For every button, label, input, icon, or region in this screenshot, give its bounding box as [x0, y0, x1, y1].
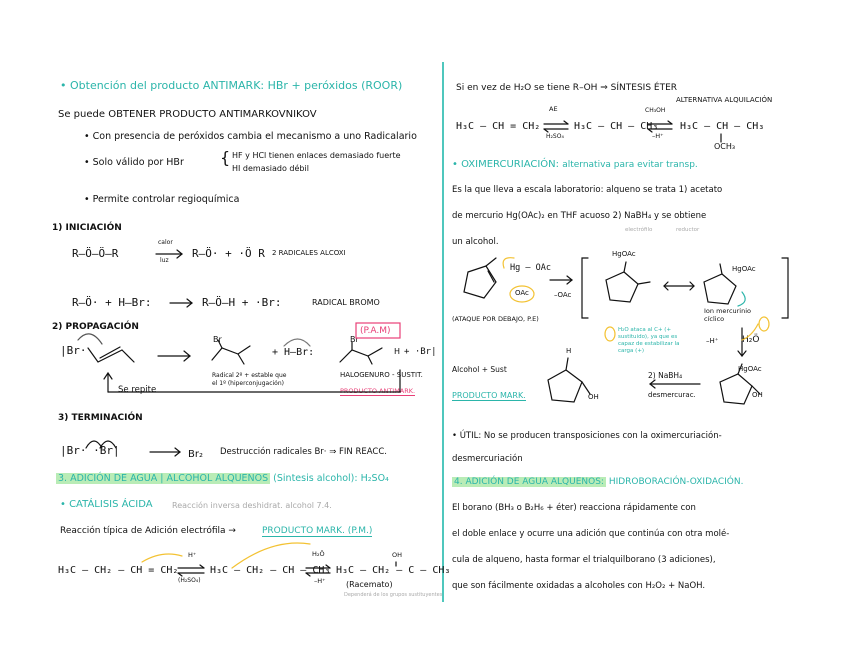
- ether-line: Si en vez de H₂O se tiene R–OH ⇒ SÍNTESIS ÉTER: [456, 83, 678, 93]
- prop-arrow: [158, 351, 190, 361]
- sec3-subheading: (Sintesis alcohol): H₂SO₄: [273, 473, 389, 484]
- sec4-subheading: HIDROBORACIÓN-OXIDACIÓN.: [608, 477, 744, 487]
- catalysis-heading: • CATÁLISIS ÁCIDA: [60, 499, 153, 510]
- init-cond-light: luz: [160, 257, 169, 264]
- oxi-alcohol-ring: [548, 358, 590, 402]
- bracket-right: [782, 258, 788, 318]
- term-note: Destrucción radicales Br· ⇒ FIN REACC.: [220, 447, 388, 457]
- mech-hgoac-ring: HgOAc: [732, 265, 756, 273]
- ether-och3: OCH₃: [714, 142, 736, 151]
- hydration-cond2-bot: –H⁺: [314, 577, 326, 585]
- boro-paragraph-4: que son fácilmente oxidadas a alcoholes con H₂O₂ + NaOH.: [452, 581, 706, 591]
- sec3-heading-text: 3. ADICIÓN DE AGUA | ALCOHOL ALQUENOS: [58, 473, 269, 484]
- mech-minus-h: –H⁺: [706, 337, 719, 345]
- brace-glyph: {: [220, 148, 231, 167]
- mech-hgoac-top: HgOAc: [612, 250, 636, 258]
- boro-paragraph-2: el doble enlace y ocurre una adición que continúa con otra molé-: [452, 529, 730, 539]
- mech-hg-oac: Hg – OAc: [510, 263, 551, 273]
- ether-eq-end: H₃C – CH – CH₃: [680, 121, 765, 132]
- sec4-heading-text: 4. ADICIÓN DE AGUA ALQUENOS:: [454, 477, 604, 487]
- hydration-cond1-top: H⁺: [188, 551, 197, 559]
- mech-oac: OAc: [515, 289, 529, 297]
- oxi-subheading: alternativa para evitar transp.: [562, 160, 698, 170]
- brace-note-hf: HF y HCl tienen enlaces demasiado fuerte: [232, 151, 401, 160]
- mech-alcohol-label: Alcohol + Sust: [452, 365, 507, 374]
- racemate-label: (Racemato): [346, 580, 393, 589]
- prop-alkene: [88, 347, 134, 362]
- mech-h2o-note: H₂O ataca al C+ (+ sustituido), ya que es capaz de estabilizar la carga (+): [618, 327, 680, 354]
- catalysis-note: Reacción inversa deshidrat. alcohol 7.4.: [172, 501, 332, 510]
- ether-alt: ALTERNATIVA ALQUILACIÓN: [676, 96, 773, 104]
- racemate-note: Dependerá de los grupos sustituyentes: [344, 592, 443, 598]
- prop-halide-structure: [340, 342, 382, 364]
- hydration-eq-arrows-2: [306, 565, 330, 576]
- oxi-mercurinium-ring: [704, 264, 736, 304]
- bullet-regio: • Permite controlar regioquímica: [84, 194, 240, 205]
- mech-hgoac-bottom: HgOAc: [738, 365, 762, 373]
- init-note-bromo: RADICAL BROMO: [312, 298, 380, 307]
- prop-repeat-arrow: [104, 370, 400, 392]
- oxi-hg-product-ring: [720, 364, 760, 404]
- prop-reagent: |Br·: [60, 344, 87, 357]
- bullet-radical: • Con presencia de peróxidos cambia el mecanismo a uno Radicalario: [84, 131, 417, 142]
- bracket-left: [582, 258, 588, 318]
- mech-oh-2: OH: [752, 391, 763, 399]
- hydration-eq-end: H₃C – CH₂ – C – CH₃: [336, 565, 451, 576]
- prop-antimark-product: PRODUCTO ANTIMARK.: [340, 387, 416, 395]
- oac-circle: [510, 286, 534, 302]
- prop-halogenuro: HALOGENURO - SUSTIT.: [340, 371, 423, 379]
- ether-eq-start: H₃C – CH = CH₂: [456, 121, 541, 132]
- oxi-carbocation-ring: [606, 262, 650, 302]
- mech-attack-note: (ATAQUE POR DEBAJO, P.E): [452, 315, 539, 323]
- init-note-alcoxi: 2 RADICALES ALCOXI: [272, 249, 346, 257]
- prop-curl-arrow: [78, 334, 102, 344]
- hydration-cond1-bot: (H₂SO₄): [178, 577, 201, 584]
- oxi-heading-text: • OXIMERCURIACIÓN:: [452, 159, 560, 170]
- mech-desmercur: desmercurac.: [648, 391, 696, 399]
- hydration-eq-mid: H₃C – CH₂ – CH – CH₃: [210, 565, 331, 576]
- oxi-down-arrow: [738, 328, 746, 356]
- hydration-cond2-top: H₂Ö: [312, 550, 325, 558]
- ether-cond2-bot: –H⁺: [652, 132, 664, 140]
- init-cond-heat: calor: [158, 239, 173, 246]
- step-propagation: 2) PROPAGACIÓN: [52, 322, 139, 332]
- init-eq2-reactant: R–Ö· + H–Br:: [72, 296, 152, 309]
- ether-eq-arrows-1: [544, 121, 568, 132]
- note-mark-2: [759, 317, 769, 331]
- prop-hbr: + H–Br:: [272, 347, 315, 358]
- util-line-1: • ÚTIL: No se producen transposiciones con la oximercuriación-: [452, 431, 722, 441]
- oxi-gray-reductor: reductor: [676, 227, 700, 233]
- oxi-paragraph-3: un alcohol.: [452, 237, 499, 247]
- mech-h-label: H: [566, 347, 572, 355]
- term-reactants: |Br· ·Br|: [60, 444, 120, 457]
- term-arrow: [150, 448, 180, 456]
- prop-pam: (P.A.M): [360, 326, 391, 336]
- prop-br-1: Br: [213, 335, 222, 344]
- note-mark-1: [605, 327, 615, 341]
- antimark-heading: • Obtención del producto ANTIMARK: HBr + peróxidos (ROOR): [60, 79, 403, 92]
- mark-product-label: PRODUCTO MARK. (P.M.): [262, 526, 373, 536]
- step-initiation: 1) INICIACIÓN: [52, 223, 122, 233]
- prop-plus-br: + ·Br|: [404, 347, 437, 357]
- init-arrow-1: [156, 250, 182, 258]
- boro-paragraph-3: cula de alqueno, hasta formar el trialquilborano (3 adiciones),: [452, 555, 716, 565]
- prop-repeat: Se repite: [118, 385, 157, 395]
- bullet-hbr: • Solo válido por HBr: [84, 157, 184, 168]
- mech-nabh4: 2) NaBH₄: [648, 371, 683, 380]
- prop-h: H: [394, 347, 401, 356]
- term-curl-1: [86, 441, 102, 448]
- term-product: Br₂: [188, 449, 203, 460]
- h2o-curl: [232, 543, 310, 568]
- oxi-paragraph-2: de mercurio Hg(OAc)₂ en THF acuoso 2) NaBH₄ y se obtiene: [452, 211, 707, 221]
- hydration-eq-arrows-1: [178, 565, 204, 576]
- mercurinium-highlight: [738, 292, 745, 306]
- mech-minus-oac: –OAc: [554, 291, 572, 299]
- init-eq1-reactant: R–Ö–Ö–R: [72, 247, 119, 260]
- ether-cond1-bot: H₂SO₄: [546, 133, 564, 140]
- prop-hbr-curl: [284, 339, 310, 346]
- prop-radical-structure: [212, 340, 250, 364]
- oxi-back-arrow: [650, 380, 700, 388]
- oxi-arrow-1: [550, 276, 572, 284]
- h-plus-curl: [142, 554, 182, 562]
- pam-box: [356, 323, 400, 338]
- init-eq1-product: R–Ö· + ·Ö R: [192, 247, 265, 260]
- mech-prod-mark: PRODUCTO MARK.: [452, 391, 526, 400]
- init-arrow-2: [170, 299, 192, 307]
- ether-cond2-top: CH₃OH: [645, 107, 666, 114]
- brace-note-hi: HI demasiado débil: [232, 164, 309, 173]
- hydration-eq-start: H₃C – CH₂ – CH = CH₂: [58, 565, 179, 576]
- h2o-attack-curl: [742, 324, 758, 340]
- prop-br-2: Br: [350, 335, 359, 344]
- prop-radical-label: Radical 2º + estable que el 1º (hiperconjugación): [212, 372, 287, 387]
- mech-oh-1: OH: [588, 393, 599, 401]
- oxi-paragraph-1: Es la que lleva a escala laboratorio: alqueno se trata 1) acetato: [452, 185, 723, 195]
- util-line-2: desmercuriación: [452, 454, 523, 464]
- init-eq2-product: R–Ö–H + ·Br:: [202, 296, 282, 309]
- ether-eq-mid: H₃C – CH – CH₃: [574, 121, 659, 132]
- hydration-oh: OH: [392, 551, 403, 559]
- step-termination: 3) TERMINACIÓN: [58, 413, 143, 423]
- oxi-cyclopentene: [464, 258, 496, 298]
- mech-h2o: H₂Ö: [742, 335, 760, 345]
- ether-cond1-top: AE: [549, 105, 558, 113]
- oxi-gray-electrophile: electrófilo: [625, 227, 653, 233]
- antimark-intro: Se puede OBTENER PRODUCTO ANTIMARKOVNIKOV: [58, 109, 317, 120]
- term-curl-2: [100, 441, 116, 448]
- boro-paragraph-1: El borano (BH₃ o B₂H₆ + éter) reacciona rápidamente con: [452, 503, 696, 513]
- reaction-type: Reacción típica de Adición electrófila →: [60, 526, 236, 536]
- oxi-resonance-arrow: [664, 282, 694, 290]
- oxi-curl-1: [503, 258, 514, 268]
- mech-mercurinium: Ion mercurinio cíclico: [704, 307, 752, 323]
- ether-eq-arrows-2: [648, 121, 672, 132]
